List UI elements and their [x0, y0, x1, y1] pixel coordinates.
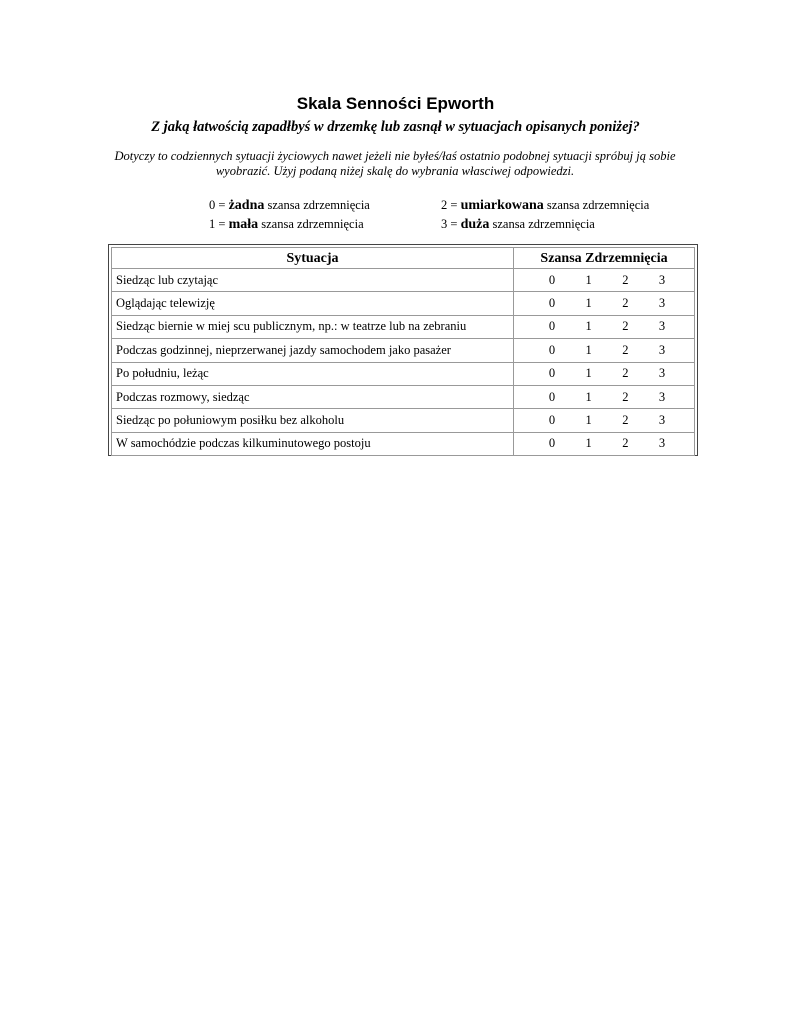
score-option-3[interactable]: 3 [658, 389, 666, 404]
score-options [518, 366, 694, 381]
table-row [112, 362, 695, 385]
situation-cell: Podczas godzinnej, nieprzerwanej jazdy samochodem jako pasażer [112, 339, 514, 362]
score-option-1[interactable]: 1 [585, 319, 592, 334]
score-option-0[interactable]: 0 [548, 389, 556, 404]
document-title: Skala Senności Epworth [296, 94, 495, 113]
score-option-2[interactable]: 2 [622, 436, 629, 451]
score-option-0[interactable]: 0 [548, 272, 556, 287]
table-row [112, 432, 695, 455]
score-option-2[interactable]: 2 [622, 272, 629, 287]
score-options-cell [514, 339, 695, 362]
score-option-2[interactable]: 2 [622, 389, 629, 404]
score-option-3[interactable]: 3 [658, 342, 666, 357]
header-chance: Szansa Zdrzemnięcia [514, 248, 695, 269]
epworth-table [111, 247, 695, 456]
scale-item-3: 3 = duża szansa zdrzemnięcia [441, 217, 595, 232]
situation-cell: Po południu, leżąc [112, 362, 514, 385]
table-row [112, 292, 695, 315]
score-option-3[interactable]: 3 [658, 413, 666, 428]
scale-item-0: 0 = żadna szansa zdrzemnięcia [209, 198, 370, 213]
score-options-cell [514, 315, 695, 338]
score-option-3[interactable]: 3 [658, 319, 666, 334]
scale-legend-right [441, 196, 649, 234]
score-option-2[interactable]: 2 [622, 296, 629, 311]
score-options-cell [514, 362, 695, 385]
score-options-cell [514, 292, 695, 315]
score-option-1[interactable]: 1 [585, 413, 592, 428]
epworth-table-frame [108, 244, 698, 456]
situation-cell: Siedząc biernie w miej scu publicznym, np.: w teatrze lub na zebraniu [112, 315, 514, 338]
instructions-text: Dotyczy to codziennych sytuacji życiowych nawet jeżeli nie byłeś/łaś ostatnio podobnej sytuacji spróbuj ją sobie wyobrazić. Użyj podaną niżej skalę do wybrania własciwej odpowiedzi. [114, 149, 676, 178]
score-options [518, 413, 694, 428]
score-option-1[interactable]: 1 [585, 296, 592, 311]
scale-item-1: 1 = mała szansa zdrzemnięcia [209, 217, 364, 232]
header-situation: Sytuacja [112, 248, 514, 269]
score-option-1[interactable]: 1 [585, 272, 592, 287]
score-option-1[interactable]: 1 [585, 366, 592, 381]
score-option-0[interactable]: 0 [548, 436, 556, 451]
score-option-2[interactable]: 2 [622, 366, 629, 381]
situation-cell: Podczas rozmowy, siedząc [112, 385, 514, 408]
score-options-cell [514, 432, 695, 455]
table-body [112, 269, 695, 456]
score-options [518, 390, 694, 405]
scale-item-2: 2 = umiarkowana szansa zdrzemnięcia [441, 198, 650, 213]
score-option-1[interactable]: 1 [585, 389, 592, 404]
table-row [112, 269, 695, 292]
situation-cell: Oglądając telewizję [112, 292, 514, 315]
score-option-3[interactable]: 3 [658, 272, 666, 287]
score-options-cell [514, 409, 695, 432]
score-option-0[interactable]: 0 [548, 342, 556, 357]
score-option-1[interactable]: 1 [585, 436, 592, 451]
score-options [518, 296, 694, 311]
score-options [518, 319, 694, 334]
score-options [518, 273, 694, 288]
situation-cell: W samochódzie podczas kilkuminutowego postoju [112, 432, 514, 455]
score-options-cell [514, 269, 695, 292]
score-option-0[interactable]: 0 [548, 413, 556, 428]
score-option-1[interactable]: 1 [585, 342, 592, 357]
table-row [112, 409, 695, 432]
score-option-3[interactable]: 3 [658, 436, 666, 451]
document-subtitle: Z jaką łatwością zapadłbyś w drzemkę lub zasnął w sytuacjach opisanych poniżej? [151, 119, 640, 135]
score-option-2[interactable]: 2 [622, 342, 629, 357]
scale-legend-left [209, 196, 370, 234]
table-row [112, 315, 695, 338]
score-options-cell [514, 385, 695, 408]
table-row [112, 385, 695, 408]
table-row [112, 339, 695, 362]
score-option-0[interactable]: 0 [548, 319, 556, 334]
score-option-3[interactable]: 3 [658, 366, 666, 381]
score-options [518, 343, 694, 358]
score-option-2[interactable]: 2 [622, 413, 629, 428]
score-option-2[interactable]: 2 [622, 319, 629, 334]
situation-cell: Siedząc po połuniowym posiłku bez alkoholu [112, 409, 514, 432]
situation-cell: Siedząc lub czytając [112, 269, 514, 292]
score-options [518, 436, 694, 451]
score-option-0[interactable]: 0 [548, 366, 556, 381]
score-option-0[interactable]: 0 [548, 296, 556, 311]
table-header-row [112, 248, 695, 269]
score-option-3[interactable]: 3 [658, 296, 666, 311]
